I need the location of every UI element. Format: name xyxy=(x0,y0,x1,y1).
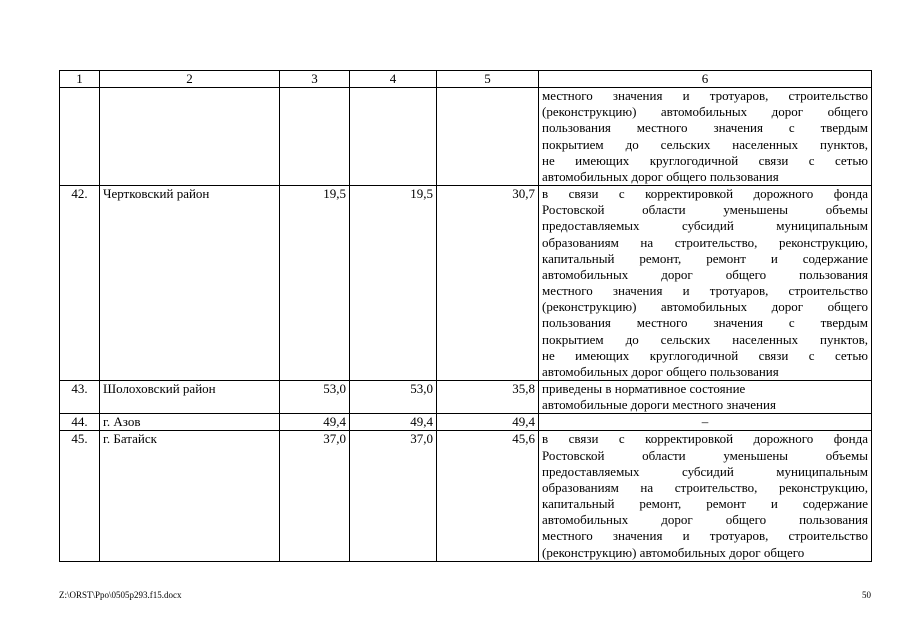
row-district: г. Батайск xyxy=(100,431,280,561)
note-line: не имеющих круглогодичной связи с сетью xyxy=(542,152,868,168)
note-line: покрытием до сельских населенных пунктов, xyxy=(542,331,868,347)
table-row xyxy=(60,380,872,413)
row-value-col5: 35,8 xyxy=(437,380,539,413)
note-line: местного значения и тротуаров, строительство xyxy=(542,528,868,544)
note-line: (реконструкцию) автомобильных дорог общего xyxy=(542,544,805,560)
row-note xyxy=(539,431,872,561)
row-district: г. Азов xyxy=(100,414,280,431)
row-number: 42. xyxy=(60,186,100,381)
note-line: образованиям на строительство, реконструкцию, xyxy=(542,479,868,495)
note-line: капитальный ремонт, ремонт и содержание xyxy=(542,496,868,512)
header-col-3: 3 xyxy=(280,71,350,88)
row-note xyxy=(539,414,872,431)
row-value-col3: 53,0 xyxy=(280,380,350,413)
header-col-4: 4 xyxy=(350,71,437,88)
row-value-col3: 49,4 xyxy=(280,414,350,431)
note-line: – xyxy=(701,414,709,430)
note-line: автомобильных дорог общего пользования xyxy=(542,266,868,282)
row-value-col5: 30,7 xyxy=(437,186,539,381)
note-line: Ростовской области уменьшены объемы xyxy=(542,447,868,463)
row-value-col5: 45,6 xyxy=(437,431,539,561)
row-note xyxy=(539,380,872,413)
note-line: автомобильных дорог общего пользования xyxy=(542,363,779,379)
note-line: капитальный ремонт, ремонт и содержание xyxy=(542,250,868,266)
row-value-col5 xyxy=(437,88,539,186)
row-value-col4: 49,4 xyxy=(350,414,437,431)
row-value-col4: 37,0 xyxy=(350,431,437,561)
row-value-col5: 49,4 xyxy=(437,414,539,431)
note-line: пользования местного значения с твердым xyxy=(542,120,868,136)
row-value-col4 xyxy=(350,88,437,186)
row-value-col4: 19,5 xyxy=(350,186,437,381)
header-row xyxy=(60,71,872,88)
row-value-col3 xyxy=(280,88,350,186)
note-line: предоставляемых субсидий муниципальным xyxy=(542,218,868,234)
note-line: (реконструкцию) автомобильных дорог общего xyxy=(542,299,868,315)
header-col-5: 5 xyxy=(437,71,539,88)
row-district: Чертковский район xyxy=(100,186,280,381)
note-line: Ростовской области уменьшены объемы xyxy=(542,202,868,218)
note-line: местного значения и тротуаров, строительство xyxy=(542,88,868,104)
note-line: покрытием до сельских населенных пунктов, xyxy=(542,136,868,152)
note-line: автомобильные дороги местного значения xyxy=(542,397,776,413)
row-number xyxy=(60,88,100,186)
note-line: образованиям на строительство, реконструкцию, xyxy=(542,234,868,250)
footer-page-number: 50 xyxy=(862,590,871,600)
header-col-6: 6 xyxy=(539,71,872,88)
note-line: автомобильных дорог общего пользования xyxy=(542,168,779,184)
row-number: 43. xyxy=(60,380,100,413)
footer-file-path: Z:\ORST\Ppo\0505p293.f15.docx xyxy=(59,590,182,600)
row-note xyxy=(539,88,872,186)
note-line: в связи с корректировкой дорожного фонда xyxy=(542,186,868,202)
note-line: местного значения и тротуаров, строительство xyxy=(542,283,868,299)
header-col-2: 2 xyxy=(100,71,280,88)
note-line: приведены в нормативное состояние xyxy=(542,380,746,396)
note-line: в связи с корректировкой дорожного фонда xyxy=(542,431,868,447)
row-note xyxy=(539,186,872,381)
note-line: (реконструкцию) автомобильных дорог общего xyxy=(542,104,868,120)
row-value-col4: 53,0 xyxy=(350,380,437,413)
table-body xyxy=(60,88,872,562)
row-district xyxy=(100,88,280,186)
table-row xyxy=(60,431,872,561)
row-value-col3: 19,5 xyxy=(280,186,350,381)
note-line: предоставляемых субсидий муниципальным xyxy=(542,463,868,479)
row-value-col3: 37,0 xyxy=(280,431,350,561)
note-line: не имеющих круглогодичной связи с сетью xyxy=(542,347,868,363)
table-row xyxy=(60,88,872,186)
table-row xyxy=(60,186,872,381)
header-col-1: 1 xyxy=(60,71,100,88)
note-line: автомобильных дорог общего пользования xyxy=(542,512,868,528)
row-district: Шолоховский район xyxy=(100,380,280,413)
document-table xyxy=(59,70,872,562)
row-number: 44. xyxy=(60,414,100,431)
table-row xyxy=(60,414,872,431)
note-line: пользования местного значения с твердым xyxy=(542,315,868,331)
row-number: 45. xyxy=(60,431,100,561)
